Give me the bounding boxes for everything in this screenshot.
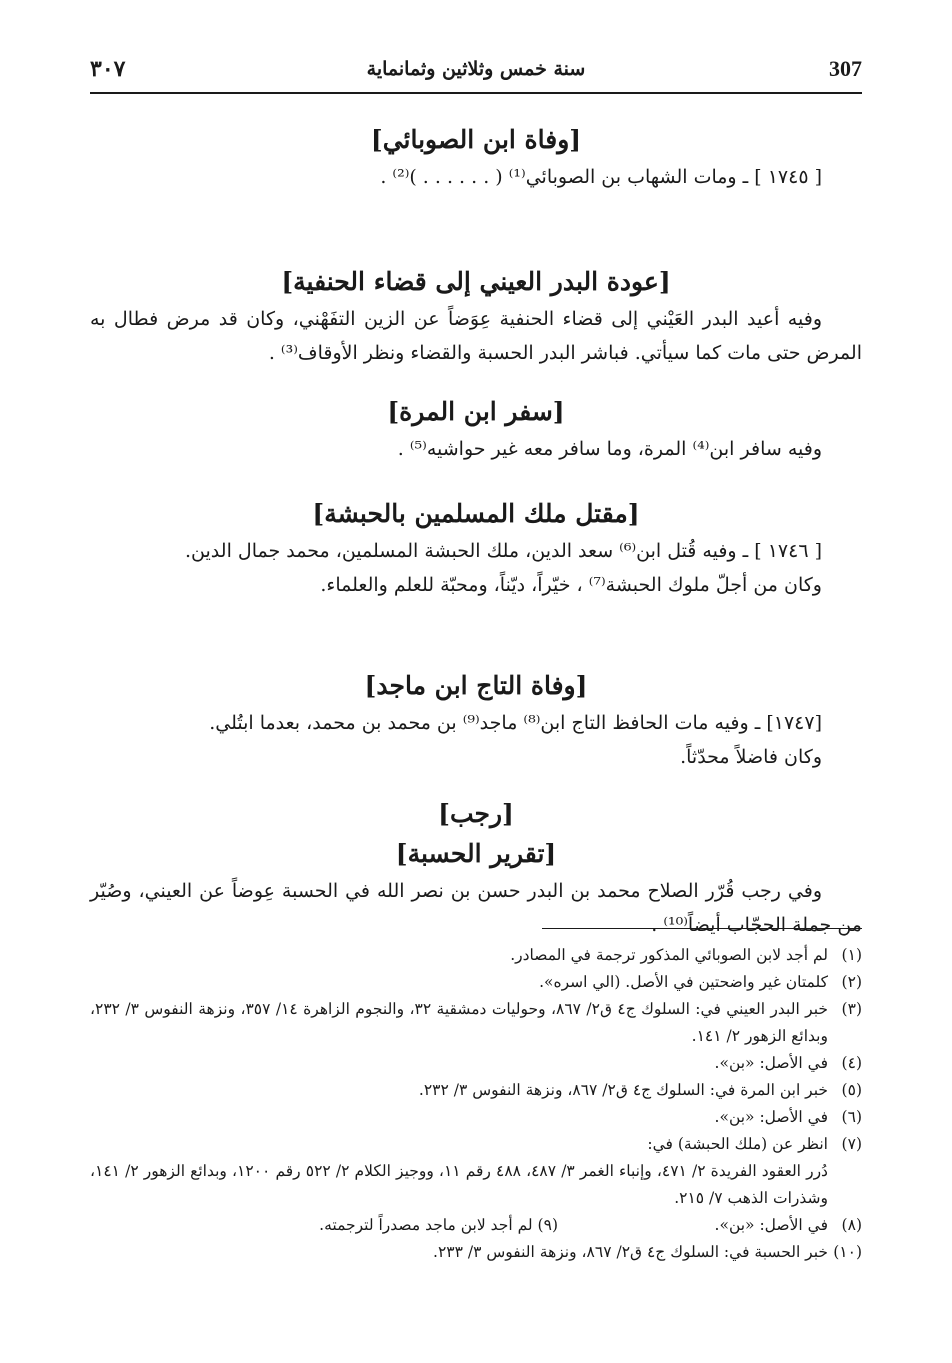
- paragraph: وفيه سافر ابن⁽⁴⁾ المرة، وما سافر معه غير حواشيه⁽⁵⁾ .: [397, 438, 822, 460]
- section-heading: [رجب]: [438, 799, 514, 828]
- footnote: [578, 1212, 862, 1239]
- footnote-pair: [90, 1212, 862, 1239]
- section-killing-king-habasha: [90, 494, 862, 602]
- footnote: [90, 1239, 862, 1266]
- footnote-number: (١٠): [833, 1243, 862, 1261]
- footnote-number: (٢): [841, 973, 862, 991]
- footnote-text: خبر الحسبة في: السلوك ج٤ ق٢/ ٨٦٧، ونزهة النفوس ٣/ ٢٣٣.: [433, 1243, 828, 1261]
- footnote-text: لم أجد لابن الصوبائي المذكور ترجمة في المصادر.: [510, 946, 828, 964]
- paragraph: [ ١٧٤٥ ] ـ ومات الشهاب بن الصوبائي⁽¹⁾ ( . . . . . . )⁽²⁾ .: [380, 166, 822, 188]
- footnote: [90, 969, 862, 996]
- footnote-text: في الأصل: «بن».: [714, 1054, 828, 1072]
- page-number-latin: 307: [829, 56, 862, 81]
- section-heading: [سفر ابن المرة]: [387, 397, 565, 426]
- running-title: سنة خمس وثلاثين وثمانماية: [366, 58, 586, 80]
- footnote-number: (٥): [841, 1081, 862, 1099]
- section-heading: [عودة البدر العيني إلى قضاء الحنفية]: [281, 267, 671, 296]
- footnote-number: (٤): [841, 1054, 862, 1072]
- page-number-arabic: ٣٠٧: [90, 56, 126, 82]
- footnote: [90, 1077, 862, 1104]
- footnote-number: (١): [841, 946, 862, 964]
- paragraph: وكان من أجلّ ملوك الحبشة⁽⁷⁾ ، خيّراً، ديّناً، ومحبّة للعلم والعلماء.: [320, 574, 822, 596]
- footnote-number: (٧): [841, 1135, 862, 1153]
- running-head: [90, 52, 862, 94]
- footnote: [90, 1104, 862, 1131]
- footnote-text: كلمتان غير واضحتين في الأصل. (الي اسره».: [539, 973, 828, 991]
- paragraph: [١٧٤٧] ـ وفيه مات الحافظ التاج ابن⁽⁸⁾ ماجد⁽⁹⁾ بن محمد بن محمد، بعدما ابتُلي.: [209, 712, 822, 734]
- section-heading: [وفاة ابن الصوبائي]: [370, 125, 582, 154]
- section-death-taj-ibn-majid: [90, 666, 862, 774]
- footnote-number: (٦): [841, 1108, 862, 1126]
- footnote: [90, 996, 862, 1050]
- footnote-text: خبر البدر العيني في: السلوك ج٤ ق٢/ ٨٦٧، وحوليات دمشقية ٣٢، والنجوم الزاهرة ١٤/ ٣٥٧، ونزهة النفوس ٣/ ٢٣٢، وبدائع الزهور ٢/ ١٤١.: [90, 1000, 828, 1045]
- section-heading: [وفاة التاج ابن ماجد]: [364, 671, 588, 700]
- footnote-continuation: دُرر العقود الفريدة ٢/ ٤٧١، وإنباء الغمر ٣/ ٤٨٧، ٤٨٨ رقم ١١، ووجيز الكلام ٢/ ٥٢٢ رقم ١٢٠٠، وبدائع الزهور ٢/ ١٤١، وشذرات الذهب ٧/ ٢١٥.: [90, 1162, 828, 1207]
- footnote-number: (٨): [841, 1216, 862, 1234]
- section-return-badr-aini: [90, 262, 862, 370]
- section-rajab-hisba: [90, 794, 862, 942]
- section-travel-ibn-almarra: [90, 392, 862, 466]
- footnote-text: في الأصل: «بن».: [714, 1216, 828, 1234]
- footnote-divider: [542, 928, 862, 929]
- footnote: [90, 1131, 862, 1158]
- footnotes: [90, 942, 862, 1266]
- footnote: [90, 942, 862, 969]
- footnote: [90, 1050, 862, 1077]
- footnote-text: خبر ابن المرة في: السلوك ج٤ ق٢/ ٨٦٧، ونزهة النفوس ٣/ ٢٣٢.: [418, 1081, 828, 1099]
- section-subheading: [تقرير الحسبة]: [395, 839, 557, 868]
- paragraph: [ ١٧٤٦ ] ـ وفيه قُتل ابن⁽⁶⁾ سعد الدين، ملك الحبشة المسلمين، محمد جمال الدين.: [185, 540, 822, 562]
- paragraph: وفيه أعيد البدر العَيْني إلى قضاء الحنفية عِوَضاً عن الزين التفَهْني، وكان قد مرض فطال به المرض حتى مات كما سيأتي. فباشر البدر الحسبة والقضاء ونظر الأوقاف⁽³⁾ .: [90, 308, 862, 364]
- footnote-number: (٣): [841, 1000, 862, 1018]
- footnote-text: في الأصل: «بن».: [714, 1108, 828, 1126]
- book-page: [90, 52, 862, 1261]
- paragraph: وفي رجب قُرّر الصلاح محمد بن البدر حسن بن نصر الله في الحسبة عِوضاً عن العيني، وصُيّر من جملة الحجّاب أيضاً⁽¹⁰⁾ .: [90, 880, 862, 936]
- paragraph: وكان فاضلاً محدّثاً.: [680, 746, 822, 768]
- section-heading: [مقتل ملك المسلمين بالحبشة]: [312, 499, 640, 528]
- footnote-text: انظر عن (ملك الحبشة) في:: [647, 1135, 828, 1153]
- section-death-ibn-alsubai: [90, 120, 862, 194]
- footnote: (٩) لم أجد لابن ماجد مصدراً لترجمته.: [319, 1216, 558, 1234]
